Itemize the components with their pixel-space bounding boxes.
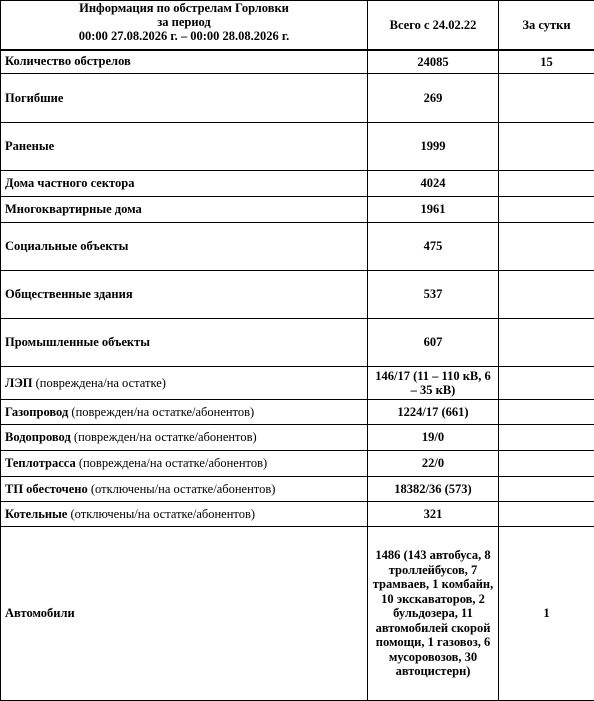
title-line2: за период	[5, 15, 363, 29]
row-total-value: 18382/36 (573)	[368, 477, 499, 502]
table-row	[1, 400, 594, 425]
row-label-main: Многоквартирные дома	[5, 202, 142, 216]
row-label	[1, 197, 368, 223]
table-row	[1, 223, 594, 271]
row-total-value: 4024	[368, 171, 499, 197]
row-day-value	[499, 400, 594, 425]
row-label	[1, 271, 368, 319]
row-total-value: 1999	[368, 123, 499, 171]
table-row	[1, 367, 594, 400]
row-label	[1, 171, 368, 197]
table-row	[1, 123, 594, 171]
row-label-main: Автомобили	[5, 606, 75, 620]
row-total-value: 269	[368, 74, 499, 123]
row-day-value	[499, 223, 594, 271]
row-label-main: Котельные	[5, 507, 67, 521]
row-label	[1, 502, 368, 527]
row-day-value	[499, 171, 594, 197]
row-day-value	[499, 502, 594, 527]
row-label	[1, 123, 368, 171]
row-label	[1, 425, 368, 451]
title-line1: Информация по обстрелам Горловки	[5, 1, 363, 15]
table-row	[1, 50, 594, 74]
row-label-detail: (поврежден/на остатке/абонентов)	[68, 405, 254, 419]
row-label-main: Газопровод	[5, 405, 68, 419]
table-row	[1, 271, 594, 319]
row-label-main: Погибшие	[5, 91, 63, 105]
row-label-main: Дома частного сектора	[5, 176, 134, 190]
row-label	[1, 400, 368, 425]
row-label-detail: (повреждена/на остатке)	[33, 376, 166, 390]
column-header-day: За сутки	[499, 1, 594, 50]
table-row	[1, 197, 594, 223]
row-label-detail: (повреждена/на остатке/абонентов)	[76, 456, 267, 470]
table-row	[1, 451, 594, 477]
row-total-value: 1961	[368, 197, 499, 223]
row-day-value	[499, 367, 594, 400]
row-label	[1, 74, 368, 123]
table-row	[1, 527, 594, 701]
row-label	[1, 223, 368, 271]
row-total-value: 24085	[368, 50, 499, 74]
row-day-value	[499, 319, 594, 367]
row-total-value: 607	[368, 319, 499, 367]
header-row	[1, 1, 594, 50]
row-total-value: 537	[368, 271, 499, 319]
row-label	[1, 527, 368, 701]
table-row	[1, 319, 594, 367]
row-day-value	[499, 477, 594, 502]
row-day-value	[499, 271, 594, 319]
row-day-value	[499, 425, 594, 451]
row-label-main: Раненые	[5, 139, 54, 153]
row-day-value	[499, 74, 594, 123]
row-label-main: Общественные здания	[5, 287, 133, 301]
title-line3: 00:00 27.08.2026 г. – 00:00 28.08.2026 г.	[5, 29, 363, 43]
row-label	[1, 319, 368, 367]
row-day-value: 1	[499, 527, 594, 701]
row-label	[1, 451, 368, 477]
row-label	[1, 367, 368, 400]
table-title	[1, 1, 368, 50]
table-row	[1, 74, 594, 123]
row-day-value	[499, 197, 594, 223]
row-label-main: Социальные объекты	[5, 239, 128, 253]
table-row	[1, 171, 594, 197]
row-day-value	[499, 123, 594, 171]
table-row	[1, 502, 594, 527]
row-label	[1, 477, 368, 502]
row-label-detail: (отключены/на остатке/абонентов)	[88, 482, 276, 496]
row-label-main: ЛЭП	[5, 376, 33, 390]
row-total-value: 1486 (143 автобуса, 8 троллейбусов, 7 трамваев, 1 комбайн, 10 экскаваторов, 2 бульдозера, 11 автомобилей скорой помощи, 1 газовоз, 6 мусоровозов, 30 автоцистерн)	[368, 527, 499, 701]
row-label-main: Теплотрасса	[5, 456, 76, 470]
row-total-value: 321	[368, 502, 499, 527]
table-row	[1, 425, 594, 451]
row-label-main: Количество обстрелов	[5, 54, 131, 68]
table-row	[1, 477, 594, 502]
row-label-main: ТП обесточено	[5, 482, 88, 496]
row-label-detail: (поврежден/на остатке/абонентов)	[71, 430, 257, 444]
row-total-value: 22/0	[368, 451, 499, 477]
row-label-main: Водопровод	[5, 430, 71, 444]
row-label-detail: (отключены/на остатке/абонентов)	[67, 507, 255, 521]
row-day-value: 15	[499, 50, 594, 74]
row-total-value: 1224/17 (661)	[368, 400, 499, 425]
row-label-main: Промышленные объекты	[5, 335, 150, 349]
row-total-value: 146/17 (11 – 110 кВ, 6 – 35 кВ)	[368, 367, 499, 400]
row-day-value	[499, 451, 594, 477]
column-header-total: Всего с 24.02.22	[368, 1, 499, 50]
row-total-value: 475	[368, 223, 499, 271]
row-total-value: 19/0	[368, 425, 499, 451]
row-label	[1, 50, 368, 74]
